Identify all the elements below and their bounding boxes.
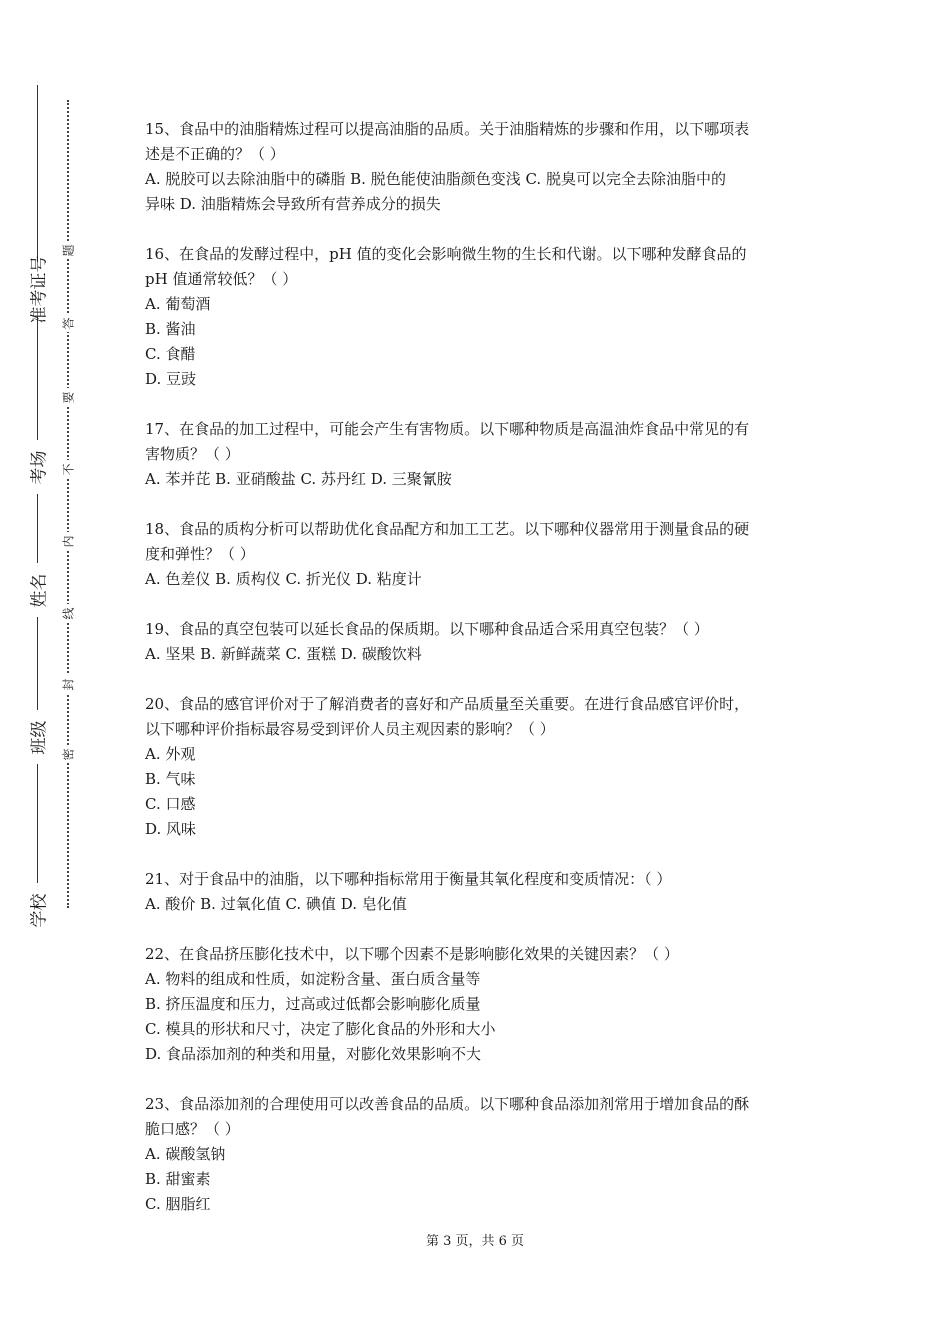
exam-room-label: 考场 [22,440,52,494]
options-line: A. 色差仪 B. 质构仪 C. 折光仪 D. 粘度计 [145,570,422,588]
question-line: 23、食品添加剂的合理使用可以改善食品的品质。以下哪种食品添加剂常用于增加食品的酥 [145,1095,750,1113]
seal-char: 答 [60,314,76,332]
option-c: C. 胭脂红 [145,1195,211,1213]
option-a: A. 物料的组成和性质，如淀粉含量、蛋白质含量等 [145,970,481,988]
question-line: 度和弹性？（ ） [145,545,255,563]
question-22 [145,942,815,1067]
question-line: 18、食品的质构分析可以帮助优化食品配方和加工工艺。以下哪种仪器常用于测量食品的硬 [145,520,750,538]
question-line: 19、食品的真空包装可以延长食品的保质期。以下哪种食品适合采用真空包装？（ ） [145,620,709,638]
question-23 [145,1092,815,1217]
option-d: D. 食品添加剂的种类和用量，对膨化效果影响不大 [145,1045,482,1063]
page-footer: 第 3 页，共 6 页 [425,1234,525,1249]
seal-char: 封 [60,675,76,693]
option-c: C. 食醋 [145,345,196,363]
options-line: A. 酸价 B. 过氧化值 C. 碘值 D. 皂化值 [145,895,407,913]
options-line: A. 苯并芘 B. 亚硝酸盐 C. 苏丹红 D. 三聚氰胺 [145,470,452,488]
question-line: 21、对于食品中的油脂，以下哪种指标常用于衡量其氧化程度和变质情况：（ ） [145,870,672,888]
option-d: D. 风味 [145,820,197,838]
school-label: 学校 [22,883,52,937]
seal-char: 线 [60,604,76,622]
question-20 [145,692,815,842]
question-line: 22、在食品挤压膨化技术中，以下哪个因素不是影响膨化效果的关键因素？（ ） [145,945,679,963]
question-line: 害物质？（ ） [145,445,240,463]
option-c: C. 口感 [145,795,196,813]
question-21 [145,867,815,917]
seal-char: 要 [60,388,76,406]
option-b: B. 甜蜜素 [145,1170,211,1188]
exam-number-label: 准考证号 [22,262,52,316]
option-a: A. 外观 [145,745,196,763]
question-list [145,117,815,1242]
options-line: A. 脱胶可以去除油脂中的磷脂 B. 脱色能使油脂颜色变浅 C. 脱臭可以完全去除油脂中的 [145,170,726,188]
question-19 [145,617,815,667]
option-b: B. 酱油 [145,320,196,338]
binding-margin [0,0,120,1344]
options-line: 异味 D. 油脂精炼会导致所有营养成分的损失 [145,195,441,213]
question-16 [145,242,815,392]
question-line: pH 值通常较低？（ ） [145,270,298,288]
question-line: 20、食品的感官评价对于了解消费者的喜好和产品质量至关重要。在进行食品感官评价时， [145,695,750,713]
option-a: A. 碳酸氢钠 [145,1145,226,1163]
question-line: 16、在食品的发酵过程中，pH 值的变化会影响微生物的生长和代谢。以下哪种发酵食品的 [145,245,747,263]
question-17 [145,417,815,492]
question-line: 15、食品中的油脂精炼过程可以提高油脂的品质。关于油脂精炼的步骤和作用，以下哪项表 [145,120,750,138]
seal-char: 不 [60,460,76,478]
question-line: 以下哪种评价指标最容易受到评价人员主观因素的影响？（ ） [145,720,555,738]
option-b: B. 挤压温度和压力，过高或过低都会影响膨化质量 [145,995,481,1013]
seal-char: 题 [60,241,76,259]
question-line: 述是不正确的？（ ） [145,145,285,163]
question-line: 17、在食品的加工过程中，可能会产生有害物质。以下哪种物质是高温油炸食品中常见的有 [145,420,750,438]
student-name-label: 姓名 [22,563,52,617]
class-label: 班级 [22,710,52,764]
seal-char: 内 [60,532,76,550]
binding-solid-line [37,85,38,925]
question-18 [145,517,815,592]
question-15 [145,117,815,217]
question-line: 脆口感？（ ） [145,1120,240,1138]
options-line: A. 坚果 B. 新鲜蔬菜 C. 蛋糕 D. 碳酸饮料 [145,645,422,663]
seal-dotted-line [67,100,69,908]
seal-char: 密 [60,745,76,763]
option-b: B. 气味 [145,770,196,788]
option-c: C. 模具的形状和尺寸，决定了膨化食品的外形和大小 [145,1020,496,1038]
option-a: A. 葡萄酒 [145,295,211,313]
option-d: D. 豆豉 [145,370,197,388]
